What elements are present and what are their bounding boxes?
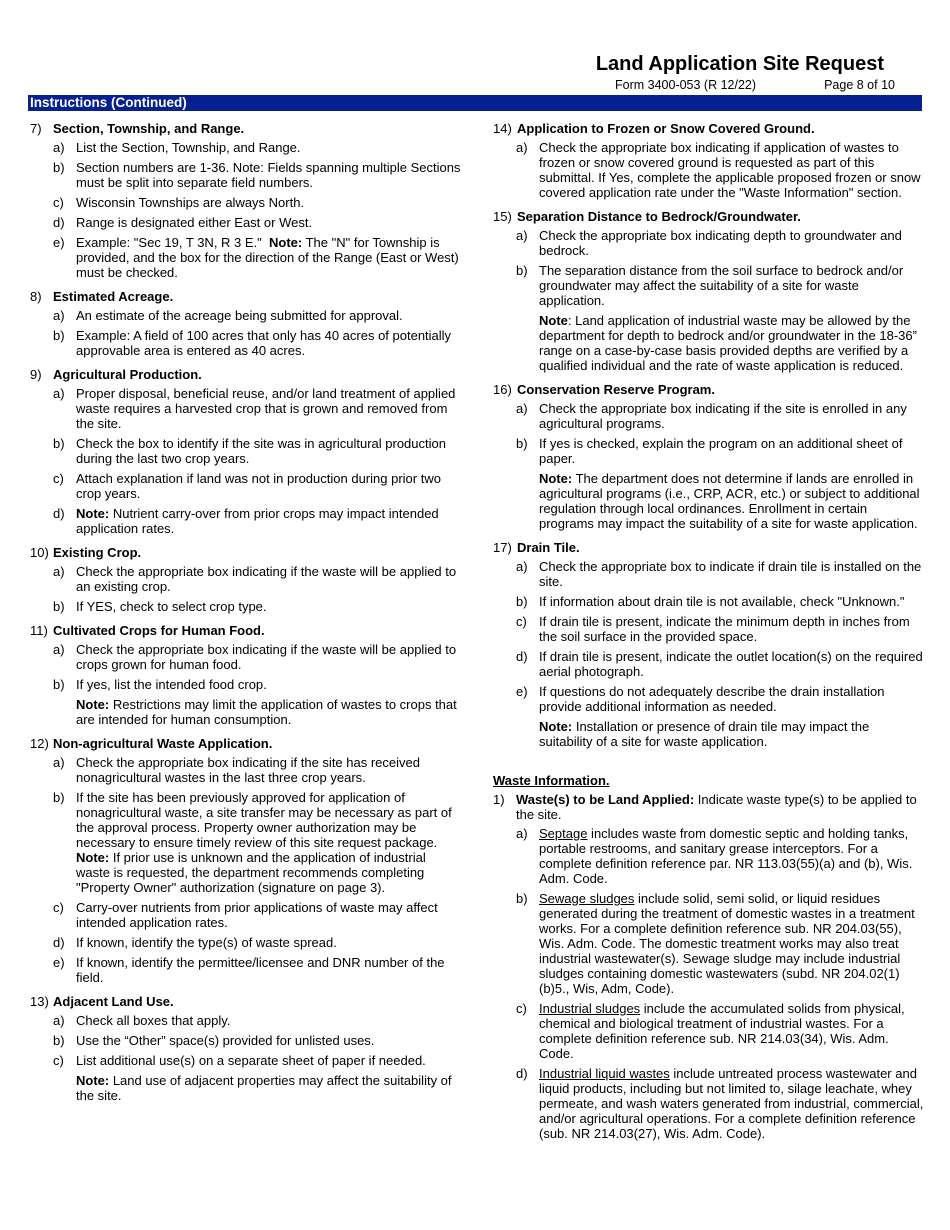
section-title: Adjacent Land Use. xyxy=(53,994,174,1009)
section-15 xyxy=(493,209,925,373)
item-text: Check the appropriate box to indicate if drain tile is installed on the site. xyxy=(539,559,922,589)
item-text: An estimate of the acreage being submitted for approval. xyxy=(76,308,403,323)
form-title: Land Application Site Request xyxy=(595,53,884,75)
item-letter: b) xyxy=(516,594,528,609)
item-text: Check the box to identify if the site was in agricultural production during the last two crop years. xyxy=(76,436,446,466)
item-text: If YES, check to select crop type. xyxy=(76,599,267,614)
item-text: Check the appropriate box indicating if the site has received nonagricultural wastes in the last three crop years. xyxy=(76,755,420,785)
note-label: Note: xyxy=(76,850,110,865)
item-text: If questions do not adequately describe the drain installation provide additional information as needed. xyxy=(539,684,885,714)
item-text xyxy=(539,826,925,886)
section-number: 14) xyxy=(493,121,512,136)
note-paragraph xyxy=(76,697,462,727)
item-letter: e) xyxy=(516,684,528,699)
text-run: : Land application of industrial waste may be allowed by the department for depth to bedrock and/or groundwater in the 18-36” range on a case-by-case basis provided depths are verified by a qualified individual and the rate of waste application is reduced. xyxy=(539,313,917,373)
item-text: Check the appropriate box indicating if the waste will be applied to an existing crop. xyxy=(76,564,457,594)
item-text: List the Section, Township, and Range. xyxy=(76,140,301,155)
item-letter: b) xyxy=(516,891,528,906)
item-text xyxy=(76,235,462,280)
item-text: Check the appropriate box indicating if application of wastes to frozen or snow covered ground is requested as part of this submittal. If Yes, complete the applicable proposed frozen or snow covered application rate under the "Waste Information" section. xyxy=(539,140,921,200)
list-item xyxy=(53,564,462,594)
list-item xyxy=(53,677,462,692)
note-label: Note: xyxy=(76,506,110,521)
section-title: Conservation Reserve Program. xyxy=(517,382,715,397)
text-run: Installation or presence of drain tile may impact the suitability of a site for waste application. xyxy=(539,719,870,749)
section-number: 8) xyxy=(30,289,42,304)
section-title: Agricultural Production. xyxy=(53,367,202,382)
list-item xyxy=(53,642,462,672)
list-item xyxy=(53,215,462,230)
item-letter: a) xyxy=(53,308,65,323)
list-item xyxy=(516,559,925,589)
item-letter: b) xyxy=(516,263,528,278)
section-12 xyxy=(30,736,462,985)
text-run: Nutrient carry-over from prior crops may impact intended application rates. xyxy=(76,506,439,536)
item-letter: a) xyxy=(516,401,528,416)
item-text: Section numbers are 1-36. Note: Fields spanning multiple Sections must be split into separate field numbers. xyxy=(76,160,461,190)
text-run: includes waste from domestic septic and holding tanks, portable restrooms, and sanitary grease interceptors. For a complete definition reference par. NR 113.03(55)(a) and (b), Wis. Adm. Code. xyxy=(539,826,913,886)
left-column xyxy=(30,121,462,1112)
item-letter: c) xyxy=(516,1001,527,1016)
list-item xyxy=(516,401,925,431)
item-letter: b) xyxy=(53,160,65,175)
right-column xyxy=(493,121,925,1146)
item-letter: a) xyxy=(53,386,65,401)
item-text: Check the appropriate box indicating if the site is enrolled in any agricultural programs. xyxy=(539,401,907,431)
item-letter: a) xyxy=(516,140,528,155)
section-title: Cultivated Crops for Human Food. xyxy=(53,623,265,638)
list-item xyxy=(53,471,462,501)
list-item xyxy=(516,684,925,714)
text-run: The department does not determine if lands are enrolled in agricultural programs (i.e., CRP, ACR, etc.) or subject to additional regulation through local ordinances. Enrollment in certain programs may impact the suitability of a site for waste application. xyxy=(539,471,920,531)
list-item xyxy=(53,436,462,466)
item-text xyxy=(539,1066,925,1141)
section-title: Drain Tile. xyxy=(517,540,580,555)
section-number: 11) xyxy=(30,623,48,638)
text-run: include solid, semi solid, or liquid residues generated during the treatment of domestic wastes in a treatment works. For a complete definition reference sub. NR 204.03(55), Wis. Adm. Code. The domestic treatment works may also treat industrial wastewater(s). Sewage sludge may include industrial sludges containing domestic wastewaters (subd. NR 204.02(1)(b)5., Wis, Adm, Code). xyxy=(539,891,915,996)
note-label: Note: xyxy=(76,1073,110,1088)
list-item xyxy=(53,506,462,536)
list-item xyxy=(53,900,462,930)
item-letter: a) xyxy=(53,642,65,657)
item-letter: c) xyxy=(53,195,64,210)
list-item xyxy=(53,1053,462,1068)
section-number: 1) xyxy=(493,792,505,807)
section-title: Waste(s) to be Land Applied: xyxy=(516,792,695,807)
section-number: 9) xyxy=(30,367,42,382)
note-paragraph xyxy=(539,719,925,749)
section-number: 13) xyxy=(30,994,49,1009)
section-title: Application to Frozen or Snow Covered Ground. xyxy=(517,121,815,136)
item-text: Attach explanation if land was not in production during prior two crop years. xyxy=(76,471,441,501)
list-item xyxy=(53,599,462,614)
note-label: Note xyxy=(539,313,568,328)
list-item xyxy=(53,140,462,155)
section-8 xyxy=(30,289,462,358)
item-letter: c) xyxy=(53,1053,64,1068)
waste-information-heading xyxy=(493,773,925,788)
item-letter: e) xyxy=(53,235,65,250)
note-paragraph xyxy=(539,471,925,531)
text-run: include the accumulated solids from physical, chemical and biological treatment of industrial wastes. For a complete definition reference sub. NR 214.03(34), Wis. Adm. Code. xyxy=(539,1001,905,1061)
list-item xyxy=(516,263,925,308)
list-item xyxy=(53,1033,462,1048)
item-letter: a) xyxy=(53,1013,65,1028)
list-item xyxy=(53,235,462,280)
list-item xyxy=(516,649,925,679)
term: Industrial liquid wastes xyxy=(539,1066,670,1081)
list-item xyxy=(53,195,462,210)
section-16 xyxy=(493,382,925,531)
item-text: Check all boxes that apply. xyxy=(76,1013,231,1028)
list-item xyxy=(516,1066,925,1141)
section-title: Non-agricultural Waste Application. xyxy=(53,736,273,751)
item-text xyxy=(76,790,462,895)
section-13 xyxy=(30,994,462,1103)
item-text: The separation distance from the soil surface to bedrock and/or groundwater may affect the suitability of a site for waste application. xyxy=(539,263,904,308)
item-letter: b) xyxy=(53,328,65,343)
item-text: Use the “Other” space(s) provided for unlisted uses. xyxy=(76,1033,375,1048)
item-letter: a) xyxy=(53,140,65,155)
section-number: 7) xyxy=(30,121,42,136)
section-number: 12) xyxy=(30,736,49,751)
heading-text: Waste Information xyxy=(493,773,606,788)
note-label: Note: xyxy=(269,235,303,250)
page-number: Page 8 of 10 xyxy=(824,78,895,92)
item-text: If known, identify the permittee/licensee and DNR number of the field. xyxy=(76,955,445,985)
item-letter: b) xyxy=(53,1033,65,1048)
item-text: Check the appropriate box indicating depth to groundwater and bedrock. xyxy=(539,228,902,258)
item-letter: d) xyxy=(53,935,65,950)
item-letter: b) xyxy=(516,436,528,451)
waste-subheading xyxy=(493,792,925,822)
list-item xyxy=(53,955,462,985)
item-text: Range is designated either East or West. xyxy=(76,215,313,230)
list-item xyxy=(516,826,925,886)
item-letter: b) xyxy=(53,790,65,805)
text-run: Example: "Sec 19, T 3N, R 3 E." xyxy=(76,235,270,250)
item-letter: c) xyxy=(516,614,527,629)
list-item xyxy=(53,935,462,950)
item-text: If known, identify the type(s) of waste spread. xyxy=(76,935,337,950)
item-letter: a) xyxy=(516,826,528,841)
item-letter: b) xyxy=(53,677,65,692)
item-text xyxy=(76,506,462,536)
list-item xyxy=(53,790,462,895)
term: Sewage sludges xyxy=(539,891,635,906)
section-number: 17) xyxy=(493,540,512,555)
list-item xyxy=(516,614,925,644)
section-9 xyxy=(30,367,462,536)
item-letter: d) xyxy=(516,649,528,664)
section-title: Existing Crop. xyxy=(53,545,142,560)
item-letter: d) xyxy=(516,1066,528,1081)
item-text: Proper disposal, beneficial reuse, and/or land treatment of applied waste requires a harvested crop that is grown and removed from the site. xyxy=(76,386,456,431)
list-item xyxy=(516,1001,925,1061)
note-label: Note: xyxy=(539,719,573,734)
item-text: If drain tile is present, indicate the outlet location(s) on the required aerial photograph. xyxy=(539,649,923,679)
item-text: Wisconsin Townships are always North. xyxy=(76,195,305,210)
list-item xyxy=(53,1013,462,1028)
list-item xyxy=(53,160,462,190)
text-run: The "N" for Township is provided, and the box for the direction of the Range (East or West) must be checked. xyxy=(76,235,459,280)
text-run: Indicate waste type(s) to be applied to the site. xyxy=(516,792,917,822)
text-run: include untreated process wastewater and liquid products, including but not limited to, silage leachate, whey permeate, and wash waters generated from industrial, commercial, and/or agricultural operations. For a complete definition reference (sub. NR 214.03(27), Wis. Adm. Code). xyxy=(539,1066,924,1141)
heading-dot: . xyxy=(605,773,610,788)
section-11 xyxy=(30,623,462,727)
text-run: Restrictions may limit the application of wastes to crops that are intended for human consumption. xyxy=(76,697,457,727)
section-title: Section, Township, and Range. xyxy=(53,121,245,136)
note-paragraph xyxy=(76,1073,462,1103)
item-letter: a) xyxy=(53,755,65,770)
text-run: Land use of adjacent properties may affect the suitability of the site. xyxy=(76,1073,452,1103)
section-7 xyxy=(30,121,462,280)
item-text: If information about drain tile is not available, check "Unknown." xyxy=(539,594,905,609)
list-item xyxy=(53,308,462,323)
term: Septage xyxy=(539,826,588,841)
form-number: Form 3400-053 (R 12/22) xyxy=(615,78,757,92)
list-item xyxy=(53,386,462,431)
item-letter: c) xyxy=(53,471,64,486)
item-text: Carry-over nutrients from prior applications of waste may affect intended application rates. xyxy=(76,900,438,930)
item-letter: e) xyxy=(53,955,65,970)
section-number: 16) xyxy=(493,382,512,397)
note-label: Note: xyxy=(76,697,110,712)
item-letter: a) xyxy=(516,228,528,243)
item-letter: b) xyxy=(53,436,65,451)
item-letter: c) xyxy=(53,900,64,915)
item-letter: b) xyxy=(53,599,65,614)
list-item xyxy=(516,891,925,996)
section-title: Estimated Acreage. xyxy=(53,289,174,304)
item-letter: d) xyxy=(53,506,65,521)
term: Industrial sludges xyxy=(539,1001,641,1016)
item-text: Check the appropriate box indicating if the waste will be applied to crops grown for human food. xyxy=(76,642,457,672)
list-item xyxy=(516,594,925,609)
item-text xyxy=(516,792,925,822)
section-10 xyxy=(30,545,462,614)
note-paragraph xyxy=(539,313,925,373)
item-text: If yes is checked, explain the program on an additional sheet of paper. xyxy=(539,436,903,466)
item-letter: a) xyxy=(53,564,65,579)
note-label: Note: xyxy=(539,471,573,486)
section-number: 10) xyxy=(30,545,49,560)
list-item xyxy=(516,228,925,258)
item-text xyxy=(539,1001,925,1061)
text-run: If the site has been previously approved for application of nonagricultural waste, a site transfer may be necessary as part of the approval process. Property owner authorization may be necessary to ensure timely review of this site request package. xyxy=(76,790,452,850)
item-letter: a) xyxy=(516,559,528,574)
text-run: If prior use is unknown and the application of industrial waste is requested, the department recommends completing "Property Owner" authorization (signature on page 3). xyxy=(76,850,426,895)
item-text: If yes, list the intended food crop. xyxy=(76,677,267,692)
item-text: List additional use(s) on a separate sheet of paper if needed. xyxy=(76,1053,426,1068)
list-item xyxy=(53,328,462,358)
list-item xyxy=(516,436,925,466)
item-text: If drain tile is present, indicate the minimum depth in inches from the soil surface in the provided space. xyxy=(539,614,910,644)
instructions-banner: Instructions (Continued) xyxy=(28,95,922,111)
section-title: Separation Distance to Bedrock/Groundwater. xyxy=(517,209,801,224)
list-item xyxy=(53,755,462,785)
item-text: Example: A field of 100 acres that only has 40 acres of potentially approvable area is entered as 40 acres. xyxy=(76,328,452,358)
section-number: 15) xyxy=(493,209,512,224)
section-17 xyxy=(493,540,925,749)
item-text xyxy=(539,891,925,996)
section-14 xyxy=(493,121,925,200)
list-item xyxy=(516,140,925,200)
item-letter: d) xyxy=(53,215,65,230)
